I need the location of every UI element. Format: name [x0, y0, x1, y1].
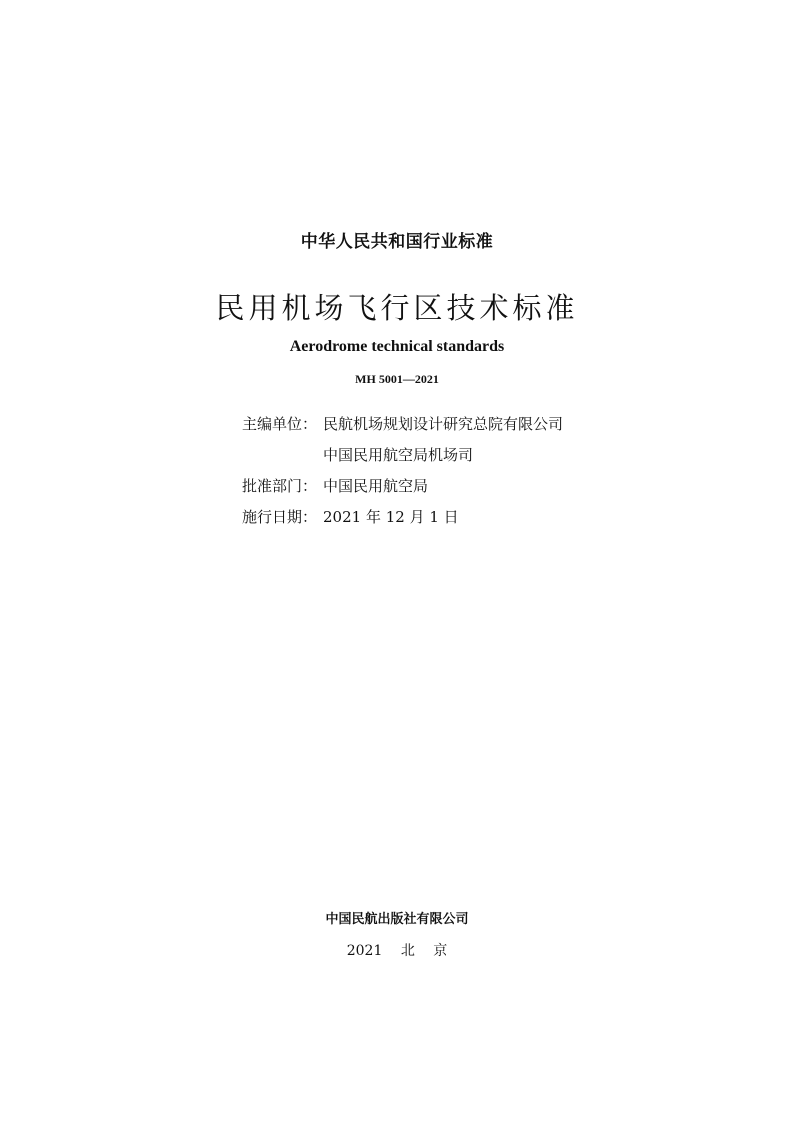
standard-series-heading: 中华人民共和国行业标准	[300, 232, 494, 252]
info-row-approver	[242, 471, 563, 502]
info-row-editor-2	[242, 440, 563, 471]
publication-city-2: 京	[433, 943, 448, 959]
editor-label-spacer	[242, 440, 323, 471]
document-info-block	[242, 409, 563, 533]
info-row-effective-date	[242, 502, 563, 533]
publication-year: 2021	[346, 943, 383, 959]
editor-value: 民航机场规划设计研究总院有限公司	[323, 415, 564, 433]
standard-code: MH 5001—2021	[355, 372, 439, 386]
info-row-editor	[242, 409, 563, 440]
effective-date-label: 施行日期：	[242, 508, 318, 526]
publication-city-1: 北	[400, 943, 415, 959]
editor-value-2: 中国民用航空局机场司	[323, 446, 474, 464]
effective-date-value: 2021 年 12 月 1 日	[323, 508, 459, 526]
approver-label: 批准部门：	[242, 477, 318, 495]
document-title-english: Aerodrome technical standards	[289, 338, 505, 355]
document-title: 民用机场飞行区技术标准	[215, 291, 579, 325]
publisher-name: 中国民航出版社有限公司	[325, 912, 469, 927]
approver-value: 中国民用航空局	[323, 477, 429, 495]
publication-place-year	[0, 940, 794, 960]
editor-label: 主编单位：	[242, 415, 318, 433]
